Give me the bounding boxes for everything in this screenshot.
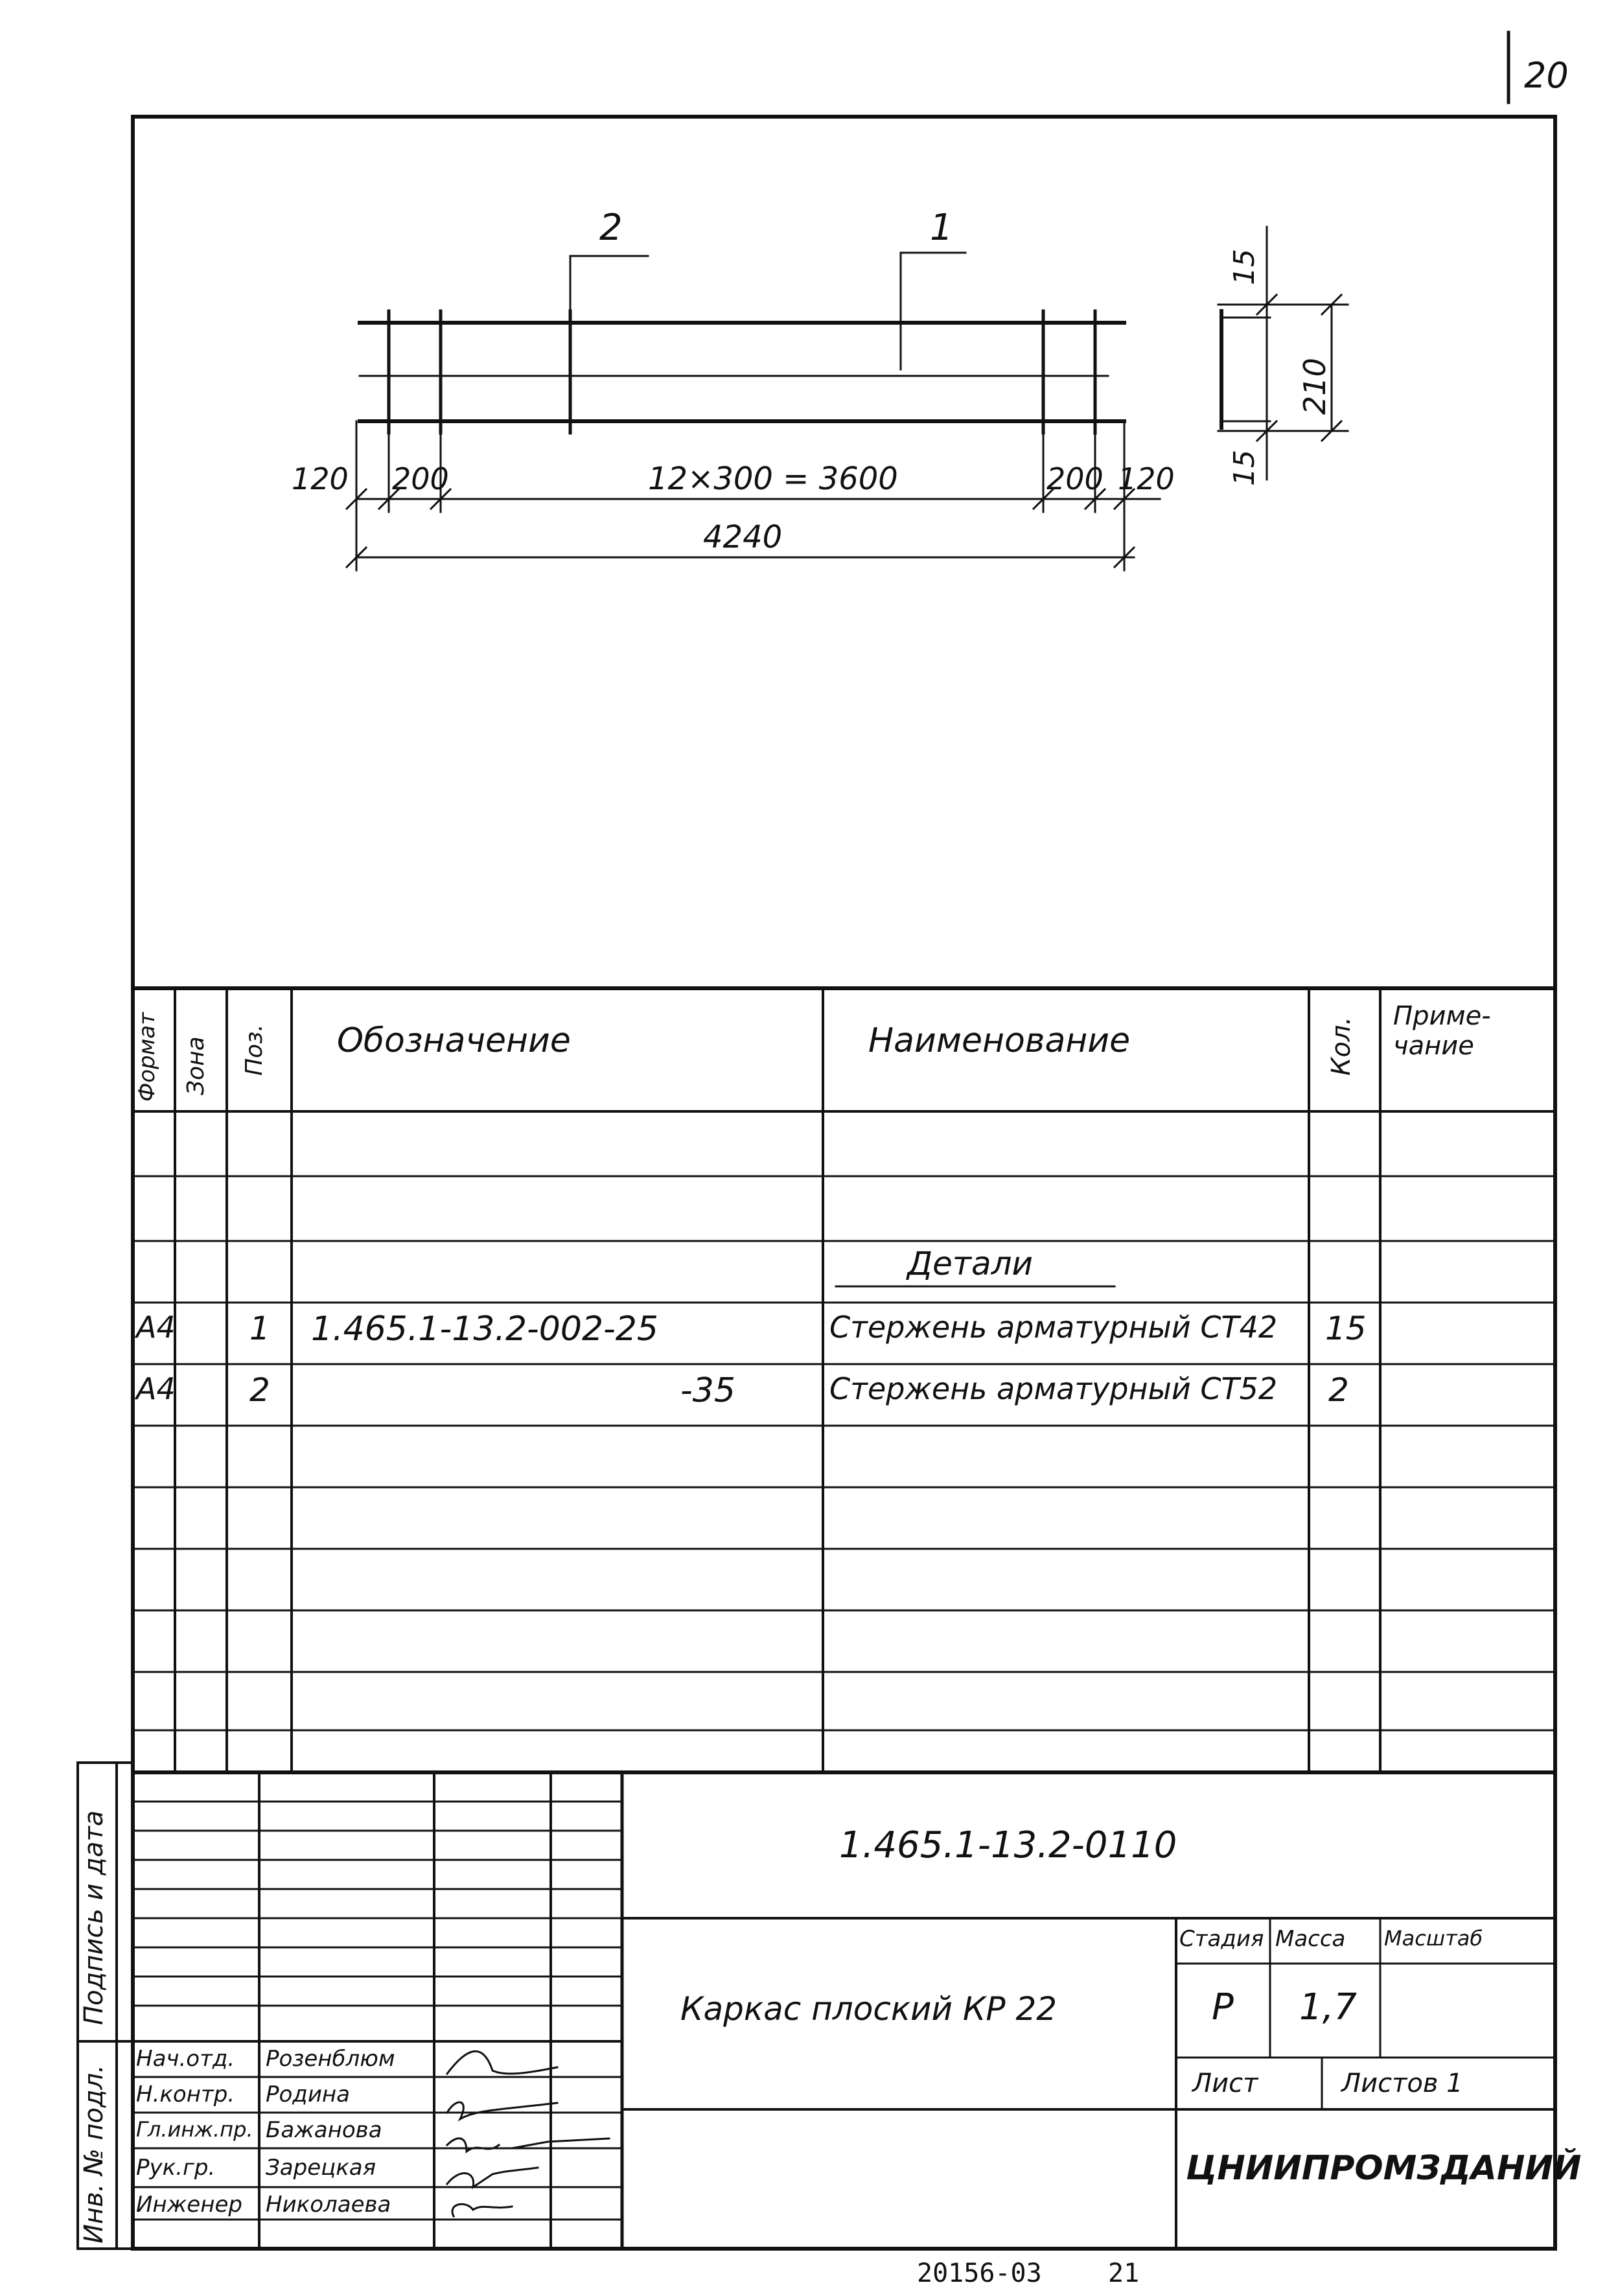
header-format: Формат [134,1012,160,1102]
row-1-format: А4 [136,1310,176,1345]
row-2-format: А4 [136,1371,176,1406]
signer-name-3: Бажанова [266,2117,382,2143]
header-qty: Кол. [1326,1016,1356,1076]
dim-end-right: 120 [1118,461,1175,496]
signer-role-2: Н.контр. [136,2081,235,2107]
row-1-qty: 15 [1325,1310,1367,1347]
section-dim-top: 15 [1228,249,1261,285]
organization-name: ЦНИИПРОМЗДАНИЙ [1186,2149,1582,2188]
document-title: Каркас плоский КР 22 [680,1990,1058,2028]
dim-spacing-right: 200 [1046,461,1104,496]
section-dim-height: 210 [1297,358,1332,415]
section-dim-bottom: 15 [1228,450,1261,486]
mass-value: 1,7 [1299,1986,1358,2028]
header-name: Наименование [868,1021,1131,1060]
leader-label-1: 1 [930,207,953,249]
mass-label: Масса [1275,1926,1346,1952]
page-number: 21 [1108,2258,1140,2288]
signer-role-3: Гл.инж.пр. [136,2117,253,2142]
cage-rods [389,311,1095,433]
sheets-label: Листов 1 [1341,2069,1463,2098]
section-title-details: Детали [907,1245,1034,1282]
signer-role-4: Рук.гр. [136,2155,216,2181]
row-1-name: Стержень арматурный СТ42 [829,1310,1278,1345]
header-designation: Обозначение [337,1021,571,1060]
dim-end-left: 120 [292,461,349,496]
dim-middle: 12×300 = 3600 [648,461,898,497]
stage-value: Р [1212,1986,1234,2028]
document-code: 1.465.1-13.2-0110 [839,1824,1177,1866]
archive-number: 20156-03 [917,2258,1042,2288]
row-2-name: Стержень арматурный СТ52 [829,1371,1278,1406]
cage-drawing [360,323,1124,421]
signer-name-2: Родина [266,2081,350,2107]
dim-spacing-left: 200 [392,461,449,496]
header-pos: Поз. [241,1024,268,1076]
row-1-pos: 1 [249,1310,270,1347]
dim-total: 4240 [703,519,783,555]
scale-label: Масштаб [1384,1926,1483,1951]
row-2-designation: -35 [680,1371,735,1410]
stamp-signature-date: Подпись и дата [79,1810,109,2025]
signer-role-1: Нач.отд. [136,2046,235,2072]
leader-lines [570,253,965,382]
signer-name-1: Розенблюм [266,2046,395,2072]
row-1-designation: 1.465.1-13.2-002-25 [311,1310,658,1349]
signer-role-5: Инженер [136,2192,242,2218]
header-zone: Зона [183,1036,209,1095]
sheet-number: 20 [1524,55,1569,96]
signer-name-4: Зарецкая [266,2155,376,2181]
stamp-inv-no: Инв. № подл. [79,2065,109,2244]
sheet-label: Лист [1192,2069,1258,2098]
row-2-qty: 2 [1328,1371,1349,1409]
leader-label-2: 2 [599,207,623,249]
signer-name-5: Николаева [266,2192,391,2218]
spec-table-rows [133,1176,1555,1730]
stage-label: Стадия [1179,1926,1264,1952]
header-note: Приме- чание [1393,1001,1491,1061]
row-2-pos: 2 [249,1371,270,1409]
